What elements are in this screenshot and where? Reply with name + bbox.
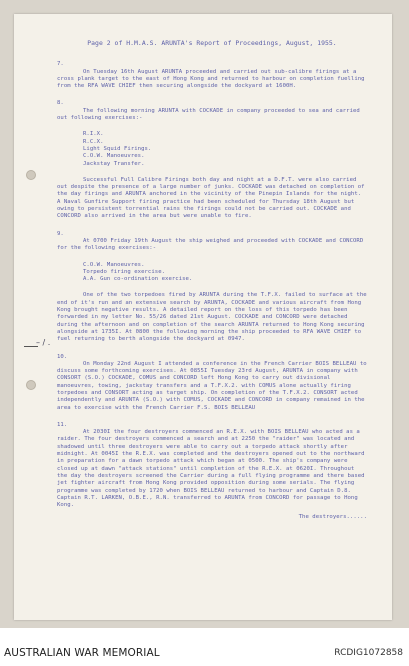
paragraph-7: On Tuesday 16th August ARUNTA proceeded and carried out sub-calibre firings at a cross plank target to the east of Hong Kong and returned to harbour on completion fuelling from the RFA WAVE CHIEF then securing alongside the dockyard at 1600H.: [57, 68, 365, 90]
list-item: R.I.X.: [83, 131, 104, 138]
page-header: Page 2 of H.M.A.S. ARUNTA's Report of Proceedings, August, 1955.: [87, 39, 337, 47]
archive-credit: AUSTRALIAN WAR MEMORIAL: [4, 647, 160, 659]
punch-hole: [26, 170, 36, 180]
paragraph-8: The following morning ARUNTA with COCKADE in company proceeded to sea and carried out following exercises:-: [57, 107, 360, 122]
document-text: [57, 40, 367, 522]
list-item: C.O.W. Manoeuvres.: [83, 261, 145, 268]
list-item: Light Squid Firings.: [83, 145, 152, 152]
margin-mark: – / .: [36, 338, 51, 347]
exercise-list: [57, 262, 367, 284]
punch-hole: [26, 380, 36, 390]
list-item: R.C.X.: [83, 138, 104, 145]
paragraph-8-continued: Successful Full Calibre Firings both day and night at a D.F.T. were also carried out despite the presence of a large number of junks. COCKADE was detached on completion of the day firings and ARUNTA anchored in the vicinity of the Pinepin Islands for the night. A Naval Gunfire Support firing practice had been scheduled for Thursday 18th August but owing to persistent torrential rains the firings could not be carried out. COCKADE and CONCORD also arrived in the area but were unable to fire.: [57, 176, 365, 220]
paragraph-9: At 0700 Friday 19th August the ship weighed and proceeded with COCKADE and CONCORD for the following exercises:-: [57, 237, 364, 252]
catchword: The destroyers......: [298, 514, 367, 521]
list-item: C.O.W. Manoeuvres.: [83, 153, 145, 160]
paragraph-10: On Monday 22nd August I attended a conference in the French Carrier BOIS BELLEAU to discuss some forthcoming exercises. At 0855I Tuesday 23rd August, ARUNTA in company with CONSORT (S.O.) COCKADE, COMUS and CONCORD left Hong Kong to carry out divisional manoeuvres, towing, jackstay transfers and a T.F.X.2. with COMUS alone actually firing torpedoes and CONSORT acting as target ship. On completion of the T.F.X.2. CONSORT acted independently and ARUNTA (S.O.) with COMUS, COCKADE and CONCORD in company remained in the area to exercise with the French Carrier F.S. BOIS BELLEAU: [57, 360, 367, 411]
paragraph-9-continued: One of the two torpedoes fired by ARUNTA during the T.F.X. failed to surface at the end of it's run and an extensive search by ARUNTA, COCKADE and various aircraft from Hong Kong brought negative results. A detailed report on the loss of this torpedo has been forwarded in my letter No. 55/26 dated 21st August. COCKADE and CONCORD were detached during the afternoon and on completion of the search ARUNTA returned to Hong Kong securing alongside at 1735I. At 0800 the following morning the ship proceeded to RFA WAVE CHIEF to fuel returning to berth alongside the dockyard at 0947.: [57, 292, 367, 343]
list-item: Jackstay Transfer.: [83, 160, 145, 167]
paragraph-number: 10.: [57, 353, 68, 360]
paragraph-11: At 2030I the four destroyers commenced an R.E.X. with BOIS BELLEAU who acted as a raider. The four destroyers commenced a search and at 2250 the "raider" was located and shadowed until three destroyers were able to carry out a torpedo attack shortly after midnight. At 0045I the R.E.X. was completed and the destroyers opened out to the northward in preparation for a dawn torpedo attack which began at 0500. The ship's company were closed up at dawn "attack stations" until completion of the R.E.X. at 0620I. Throughout the day the destroyers screened the Carrier during a full flying programme and there based jet fighter aircraft from Hong Kong provided opposition during some serials. The flying programme was completed by 1720 when BOIS BELLEAU returned to harbour and Captain D.8. Captain R.T. LARKEN, O.B.E., R.N. transferred to ARUNTA from CONCORD for passage to Hong Kong.: [57, 429, 365, 509]
list-item: A.A. Gun co-ordination exercise.: [83, 276, 193, 283]
paragraph-number: 8.: [57, 100, 64, 107]
paragraph-number: 7.: [57, 61, 64, 68]
exercise-list: [57, 131, 367, 167]
list-item: Torpedo firing exercise.: [83, 268, 166, 275]
paragraph-number: 9.: [57, 230, 64, 237]
paragraph-number: 11.: [57, 421, 68, 428]
reference-code: RCDIG1072858: [334, 648, 403, 658]
